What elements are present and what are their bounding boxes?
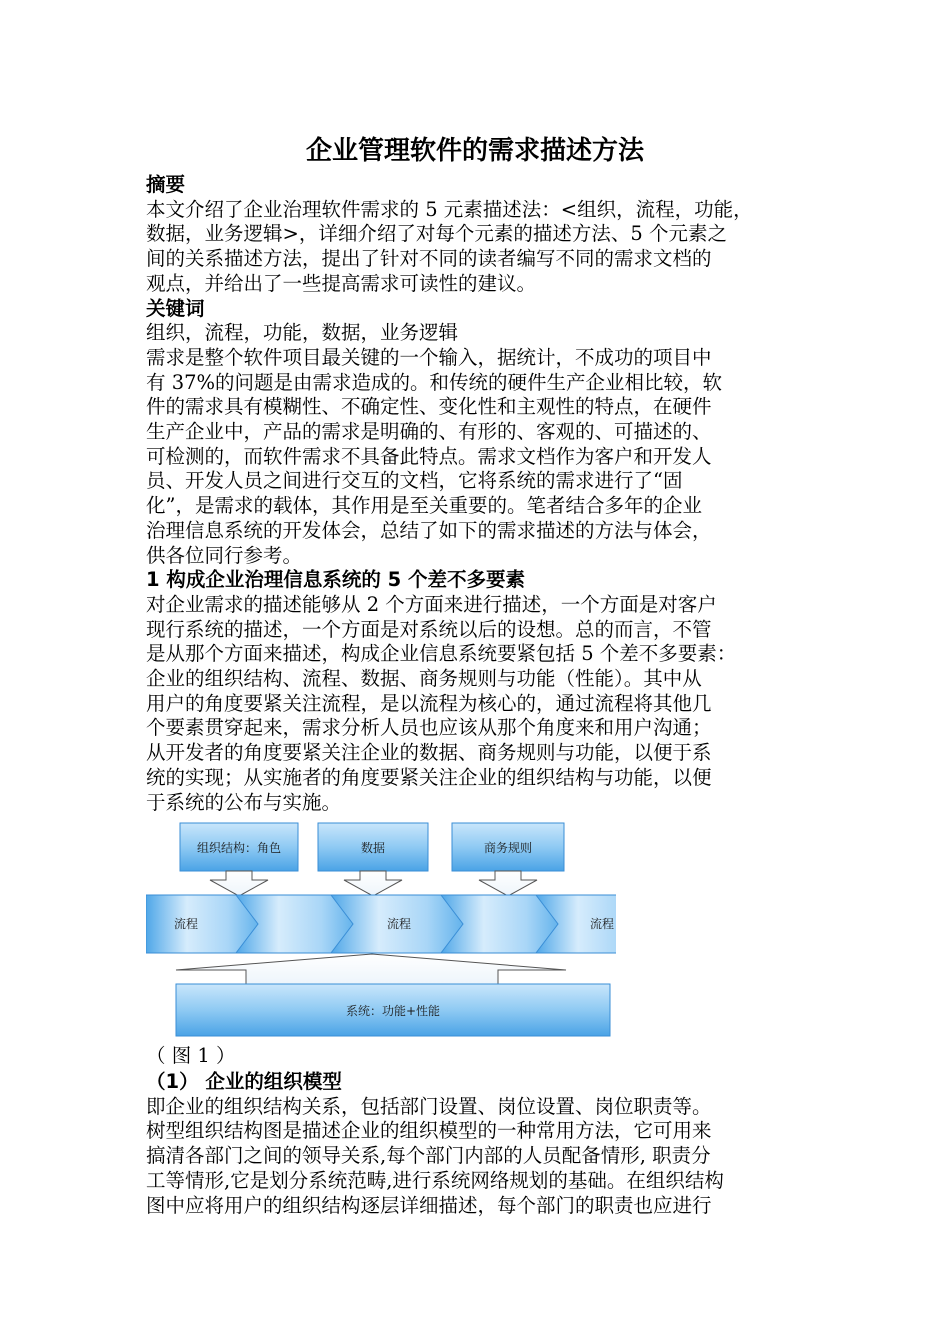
- abstract-section: [146, 173, 808, 815]
- text-line: 对企业需求的描述能够从 2 个方面来进行描述，一个方面是对客户: [146, 592, 717, 616]
- text-line: 数据，业务逻辑>，详细介绍了对每个元素的描述方法、5 个元素之: [146, 222, 727, 246]
- text-line: 树型组织结构图是描述企业的组织模型的一种常用方法，它可用来: [146, 1119, 712, 1143]
- document-title: 企业管理软件的需求描述方法: [305, 136, 644, 166]
- flow-band: [146, 895, 616, 953]
- subsection-1-heading: （1） 企业的组织模型: [146, 1070, 342, 1093]
- text-line: 搞清各部门之间的领导关系,每个部门内部的人员配备情形, 职责分: [146, 1144, 711, 1168]
- figure-caption: （ 图 1 ）: [146, 1044, 236, 1067]
- section-1-heading: 1 构成企业治理信息系统的 5 个差不多要素: [146, 568, 526, 592]
- flow-right-label: 流程: [589, 917, 615, 931]
- text-line: 统的实现；从实施者的角度要紧关注企业的组织结构与功能，以便: [146, 765, 712, 789]
- box-system: [176, 984, 610, 1036]
- text-line: 个要素贯穿起来，需求分析人员也应该从那个角度来和用户沟通；: [146, 716, 712, 740]
- text-line: 治理信息系统的开发体会，总结了如下的需求描述的方法与体会，: [146, 518, 712, 542]
- text-line: 即企业的组织结构关系，包括部门设置、岗位设置、岗位职责等。: [146, 1094, 712, 1118]
- text-line: 件的需求具有模糊性、不确定性、变化性和主观性的特点，在硬件: [146, 395, 712, 419]
- box-data: [318, 823, 428, 871]
- abstract-paragraph: [146, 198, 808, 297]
- text-line: 是从那个方面来描述，构成企业信息系统要紧包括 5 个差不多要素：: [146, 642, 737, 666]
- text-line: 图中应将用户的组织结构逐层详细描述，每个部门的职责也应进行: [146, 1193, 712, 1217]
- text-line: 企业的组织结构、流程、数据、商务规则与功能（性能）。其中从: [146, 667, 702, 691]
- flow-mid-label: 流程: [386, 917, 412, 931]
- flow-left-label: 流程: [173, 917, 199, 931]
- text-line: 工等情形,它是划分系统范畴,进行系统网络规划的基础。在组织结构: [146, 1168, 724, 1192]
- up-arrow-icon: [176, 954, 566, 984]
- box-org-structure: [180, 823, 298, 871]
- figure-1-diagram: [146, 820, 616, 1040]
- box-rules-label: 商务规则: [483, 841, 533, 855]
- keywords-text: 组织，流程，功能，数据，业务逻辑: [146, 321, 459, 345]
- section-1-paragraph: [146, 593, 808, 815]
- box-business-rules: [452, 823, 564, 871]
- box-org-label: 组织结构：角色: [196, 841, 282, 855]
- intro-paragraph: [146, 346, 808, 568]
- text-line: 用户的角度要紧关注流程，是以流程为核心的，通过流程将其他几: [146, 691, 712, 715]
- subsection-1: [146, 1070, 808, 1218]
- box-data-label: 数据: [360, 841, 386, 855]
- down-arrow-icon: [210, 871, 268, 896]
- keywords-heading: 关键词: [146, 296, 205, 320]
- text-line: 间的关系描述方法，提出了针对不同的读者编写不同的需求文档的: [146, 247, 712, 271]
- text-line: 观点，并给出了一些提高需求可读性的建议。: [146, 271, 537, 295]
- text-line: 生产企业中，产品的需求是明确的、有形的、客观的、可描述的、: [146, 420, 712, 444]
- text-line: 需求是整个软件项目最关键的一个输入，据统计，不成功的项目中: [146, 345, 712, 369]
- text-line: 从开发者的角度要紧关注企业的数据、商务规则与功能，以便于系: [146, 741, 712, 765]
- text-line: 供各位同行参考。: [146, 543, 303, 567]
- subsection-1-paragraph: [146, 1095, 808, 1219]
- text-line: 员、开发人员之间进行交互的文档，它将系统的需求进行了“固: [146, 469, 683, 493]
- text-line: 化”，是需求的载体，其作用是至关重要的。笔者结合多年的企业: [146, 494, 702, 518]
- down-arrow-icon: [479, 871, 537, 896]
- text-line: 本文介绍了企业治理软件需求的 5 元素描述法：<组织，流程，功能，: [146, 197, 753, 221]
- text-line: 有 37%的问题是由需求造成的。和传统的硬件生产企业相比较，软: [146, 370, 723, 394]
- text-line: 现行系统的描述，一个方面是对系统以后的设想。总的而言，不管: [146, 617, 712, 641]
- down-arrow-icon: [344, 871, 402, 896]
- text-line: 可检测的，而软件需求不具备此特点。需求文档作为客户和开发人: [146, 444, 712, 468]
- box-system-label: 系统：功能+性能: [345, 1004, 441, 1018]
- abstract-heading: 摘要: [146, 173, 186, 196]
- text-line: 于系统的公布与实施。: [146, 790, 342, 814]
